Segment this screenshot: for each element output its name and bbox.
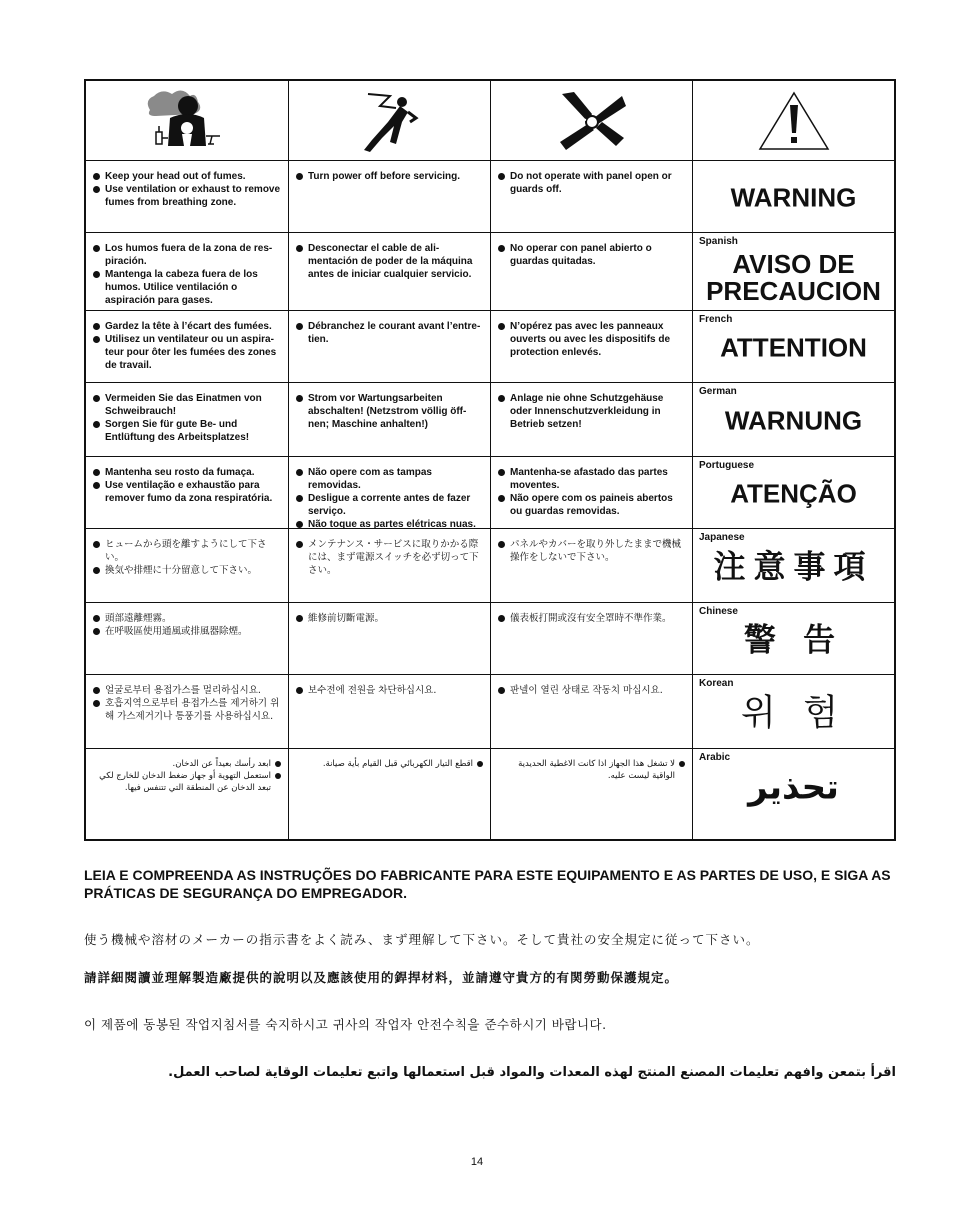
footer-japanese-instruction: 使う機械や溶材のメーカーの指示書をよく読み、まず理解して下さい。そして貴社の安全規定に従って下さい。 <box>84 932 760 947</box>
panel-cell-japanese <box>491 529 693 603</box>
power-cell-chinese <box>289 603 491 675</box>
list-item: 호흡지역으로부터 용접가스를 제거하기 위해 가스제거기나 통풍기를 사용하십시요. <box>92 697 282 723</box>
list-item: Mantenga la cabeza fuera de los humos. Utilice ventilación o aspiración para gases. <box>92 268 282 307</box>
list-item: Desconectar el cable de ali-mentación de poder de la máquina antes de iniciar cualquier servicio. <box>295 242 484 281</box>
list-item: لا تشغل هذا الجهاز اذا كانت الاغطية الحديدية الواقية ليست عليه. <box>497 758 686 782</box>
list-item: Keep your head out of fumes. <box>92 170 282 183</box>
warning-cell-korean <box>693 675 894 749</box>
language-label: Spanish <box>699 236 738 247</box>
power-cell-arabic <box>289 749 491 839</box>
list-item: استعمل التهوية أو جهاز ضغط الدخان للخارج لكي تبعد الدخان عن المنطقة التي تتنفس فيها. <box>92 770 282 794</box>
list-item: 儀表板打開或沒有安全罩時不準作業。 <box>497 612 686 625</box>
panel-cell-korean <box>491 675 693 749</box>
list-item: Anlage nie ohne Schutzgehäuse oder Innenschutzverkleidung in Betrieb setzen! <box>497 392 686 431</box>
list-item: Do not operate with panel open or guards off. <box>497 170 686 196</box>
warning-title: AVISO DE PRECAUCION <box>706 249 881 307</box>
footer-chinese-instruction: 請詳細閱讀並理解製造廠提供的說明以及應該使用的銲捍材料，並請遵守貴方的有関勞動保護規定。 <box>84 970 679 985</box>
language-label: German <box>699 386 737 397</box>
power-cell-spanish <box>289 233 491 311</box>
fumes-cell-german <box>86 383 289 457</box>
list-item: Los humos fuera de la zona de res-piración. <box>92 242 282 268</box>
warning-cell-chinese <box>693 603 894 675</box>
page-number: 14 <box>470 1156 484 1168</box>
warning-cell-portuguese <box>693 457 894 529</box>
list-item: 在呼吸區使用通風或排風器除煙。 <box>92 625 282 638</box>
warning-cell-french <box>693 311 894 383</box>
shock-icon-cell <box>289 81 491 161</box>
fumes-cell-arabic <box>86 749 289 839</box>
warning-icon-cell <box>693 81 894 161</box>
panel-cell-french <box>491 311 693 383</box>
power-cell-korean <box>289 675 491 749</box>
fumes-cell-french <box>86 311 289 383</box>
warning-title: ATTENTION <box>720 332 867 363</box>
panel-cell-english <box>491 161 693 233</box>
list-item: No operar con panel abierto o guardas quitadas. <box>497 242 686 268</box>
warning-cell-german <box>693 383 894 457</box>
list-item: 換気や排煙に十分留意して下さい。 <box>92 564 282 577</box>
panel-cell-spanish <box>491 233 693 311</box>
language-label: Korean <box>699 678 734 689</box>
list-item: N’opérez pas avec les panneaux ouverts ou avec les dispositifs de protection enlevés. <box>497 320 686 359</box>
warning-title: 警 告 <box>743 620 844 659</box>
safety-warning-table <box>84 79 896 841</box>
panel-cell-chinese <box>491 603 693 675</box>
list-item: Turn power off before servicing. <box>295 170 484 183</box>
list-item: Desligue a corrente antes de fazer serviço. <box>295 492 484 518</box>
list-item: パネルやカバーを取り外したままで機械操作をしないで下さい。 <box>497 538 686 564</box>
power-cell-german <box>289 383 491 457</box>
list-item: Utilisez un ventilateur ou un aspira-teur pour ôter les fumées des zones de travail. <box>92 333 282 372</box>
language-label: Portuguese <box>699 460 755 471</box>
list-item: メンテナンス・サービスに取りかかる際には、まず電源スイッチを必ず切って下さい。 <box>295 538 484 577</box>
list-item: Strom vor Wartungsarbeiten abschalten! (Netzstrom völlig öff-nen; Maschine anhalten!) <box>295 392 484 431</box>
fumes-cell-japanese <box>86 529 289 603</box>
warning-title: 注意事項 <box>713 547 874 586</box>
list-item: 얼굴로부터 용접가스를 멀리하십시요. <box>92 684 282 697</box>
hand-icon-cell <box>491 81 693 161</box>
warning-title: 위 험 <box>741 692 846 734</box>
list-item: 보수전에 전원을 차단하십시요. <box>295 684 484 697</box>
warning-cell-english <box>693 161 894 233</box>
fume-icon-cell <box>86 81 289 161</box>
fumes-cell-portuguese <box>86 457 289 529</box>
list-item: Mantenha seu rosto da fumaça. <box>92 466 282 479</box>
list-item: Use ventilation or exhaust to remove fumes from breathing zone. <box>92 183 282 209</box>
power-cell-japanese <box>289 529 491 603</box>
list-item: Não toque as partes elétricas nuas. <box>295 518 484 529</box>
panel-cell-german <box>491 383 693 457</box>
fumes-cell-chinese <box>86 603 289 675</box>
list-item: Gardez la tête à l’écart des fumées. <box>92 320 282 333</box>
footer-korean-instruction: 이 제품에 동봉된 작업지침서를 숙지하시고 귀사의 작업자 안전수칙을 준수하시기 바랍니다. <box>84 1017 607 1032</box>
list-item: 판넬이 열린 상태로 작동치 마십시요. <box>497 684 686 697</box>
warning-title: WARNUNG <box>724 405 863 436</box>
warning-title: WARNING <box>730 182 857 213</box>
footer-portuguese-instruction: LEIA E COMPREENDA AS INSTRUÇÕES DO FABRICANTE PARA ESTE EQUIPAMENTO E AS PARTES DE USO, E SIGA AS PRÁTICAS DE SEGURANÇA DO EMPREGADOR. <box>84 867 891 901</box>
list-item: Não opere com as tampas removidas. <box>295 466 484 492</box>
power-cell-portuguese <box>289 457 491 529</box>
fumes-cell-korean <box>86 675 289 749</box>
warning-cell-spanish <box>693 233 894 311</box>
list-item: 維修前切斷電源。 <box>295 612 484 625</box>
fumes-cell-spanish <box>86 233 289 311</box>
list-item: 頭部遠離煙霧。 <box>92 612 282 625</box>
list-item: Mantenha-se afastado das partes moventes. <box>497 466 686 492</box>
panel-cell-arabic <box>491 749 693 839</box>
list-item: اقطع التيار الكهربائي قبل القيام بأية صيانة. <box>295 758 484 770</box>
language-label: Arabic <box>699 752 731 763</box>
power-cell-english <box>289 161 491 233</box>
electric-shock-hazard-icon <box>350 88 430 154</box>
warning-title: تحذير <box>748 767 839 808</box>
list-item: Sorgen Sie für gute Be- und Entlüftung des Arbeitsplatzes! <box>92 418 282 444</box>
panel-cell-portuguese <box>491 457 693 529</box>
language-label: Chinese <box>699 606 738 617</box>
list-item: ヒュームから頭を離すようにして下さい。 <box>92 538 282 564</box>
footer-arabic-instruction: اقرأ بتمعن وافهم تعليمات المصنع المنتج لهذه المعدات والمواد قبل استعمالها واتبع تعليمات الوقاية لصاحب العمل. <box>168 1065 896 1080</box>
moving-parts-hand-hazard-icon <box>552 88 632 154</box>
list-item: Vermeiden Sie das Einatmen von Schweibrauch! <box>92 392 282 418</box>
language-label: Japanese <box>699 532 745 543</box>
warning-title: ATENÇÃO <box>730 478 857 509</box>
warning-cell-arabic <box>693 749 894 839</box>
power-cell-french <box>289 311 491 383</box>
list-item: ابعد رأسك بعيداً عن الدخان. <box>92 758 282 770</box>
fume-inhalation-hazard-icon <box>142 88 232 154</box>
language-label: French <box>699 314 733 325</box>
warning-cell-japanese <box>693 529 894 603</box>
list-item: Não opere com os paineis abertos ou guardas removidas. <box>497 492 686 518</box>
list-item: Débranchez le courant avant l’entre-tien. <box>295 320 484 346</box>
warning-triangle-icon <box>756 89 832 153</box>
list-item: Use ventilação e exhaustão para remover fumo da zona respiratória. <box>92 479 282 505</box>
fumes-cell-english <box>86 161 289 233</box>
